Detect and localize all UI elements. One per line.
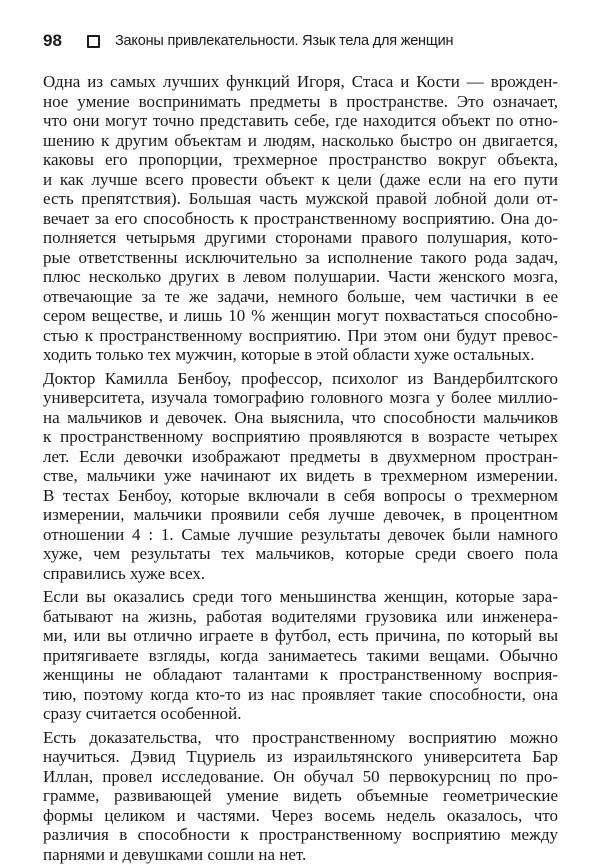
text-line: различия в способности к пространственному восприятию между xyxy=(43,825,558,844)
running-title: Законы привлекательности. Язык тела для женщин xyxy=(115,33,454,49)
text-line: отвечающие за те же задачи, немного больше, чем частички в ее xyxy=(43,286,558,306)
paragraph xyxy=(43,728,558,865)
paragraph xyxy=(43,369,558,584)
text-line: измерении, мальчики проявили себя лучше девочек, в процентном xyxy=(43,505,558,524)
text-line: лет. Если девочки изображают предметы в двухмерном простран- xyxy=(43,446,558,466)
text-line: хуже, чем результаты тех мальчиков, которые среди своего пола xyxy=(43,544,558,563)
text-line: научиться. Дэвид Тцуриель из израильтянского университета Бар xyxy=(43,747,558,766)
text-line: рые ответственны исключительно за исполнение такого рода задач, xyxy=(43,247,558,267)
text-line: есть препятствия). Большая часть мужской правой лобной доли от- xyxy=(43,189,558,208)
square-bullet-icon xyxy=(87,35,100,48)
text-line: Если вы оказались среди того меньшинства женщин, которые зара- xyxy=(43,587,558,606)
text-line: ходить только тех мужчин, которые в этой области хуже остальных. xyxy=(43,345,535,364)
text-line: притягиваете взгляды, когда занимаетесь такими вещами. Обычно xyxy=(43,645,558,665)
text-line: ми, или вы отлично играете в футбол, есть причина, по который вы xyxy=(43,626,558,645)
text-line: стве, мальчики уже начинают их видеть в трехмерном измерении. xyxy=(43,466,558,485)
text-line: формы целиком и частями. Через восемь недель оказалось, что xyxy=(43,805,558,825)
text-line: сразу считается особенной. xyxy=(43,704,242,723)
text-line: на мальчиков и девочек. Она выяснила, что способности мальчиков xyxy=(43,407,558,427)
text-line: шению к другим объектам и людям, насколько быстро он двигается, xyxy=(43,130,558,150)
text-line: стью к пространственному восприятию. При этом они будут превос- xyxy=(43,325,558,345)
text-line: справились хуже всех. xyxy=(43,563,206,583)
text-line: батывают на жизнь, работая водителями грузовика или инженера- xyxy=(43,606,558,626)
text-line: университета, изучала томографию головного мозга у более миллио- xyxy=(43,388,558,407)
text-line: плюс несколько других в левом полушарии. Части женского мозга, xyxy=(43,267,558,286)
text-line: Есть доказательства, что пространственному восприятию можно xyxy=(43,727,558,747)
text-line: Доктор Камилла Бенбоу, профессор, психолог из Вандербилтского xyxy=(43,368,558,388)
text-line: ное умение воспринимать предметы в пространстве. Это означает, xyxy=(43,91,558,111)
text-line: Иллан, провел исследование. Он обучал 50 первокурсниц по про- xyxy=(43,766,558,786)
text-line: женщины не обладают талантами к пространственному восприя- xyxy=(43,665,558,684)
running-header xyxy=(43,30,453,52)
text-line: сером веществе, и лишь 10 % женщин могут похвастаться способно- xyxy=(43,306,558,325)
text-line: что они могут точно представить себе, где находится объект по отно- xyxy=(43,111,558,130)
text-line: полняется четырьмя другими сторонами правого полушария, кото- xyxy=(43,228,558,247)
text-line: грамме, развивающей умение видеть объемные геометрические xyxy=(43,786,558,805)
text-line: к пространственному восприятию проявляются в возрасте четырех xyxy=(43,427,558,446)
text-line: Одна из самых лучших функций Игоря, Стаса и Кости — врожден- xyxy=(43,72,558,91)
text-line: вечает за его способность к пространственному восприятию. Она до- xyxy=(43,208,558,228)
text-line: отношении 4 : 1. Самые лучшие результаты девочек были намного xyxy=(43,524,558,544)
paragraph xyxy=(43,587,558,724)
paragraph xyxy=(43,72,558,365)
page-number: 98 xyxy=(43,31,62,50)
text-line: парнями и девушками сошли на нет. xyxy=(43,844,307,864)
text-line: тию, поэтому когда кто-то из нас проявляет такие способности, она xyxy=(43,684,558,704)
text-line: В тестах Бенбоу, которые включали в себя вопросы о трехмерном xyxy=(43,485,558,505)
page-body xyxy=(43,72,558,868)
text-line: каковы его пропорции, трехмерное пространство вокруг объекта, xyxy=(43,150,558,169)
text-line: и как лучше всего провести объект к цели (даже если на его пути xyxy=(43,169,558,189)
